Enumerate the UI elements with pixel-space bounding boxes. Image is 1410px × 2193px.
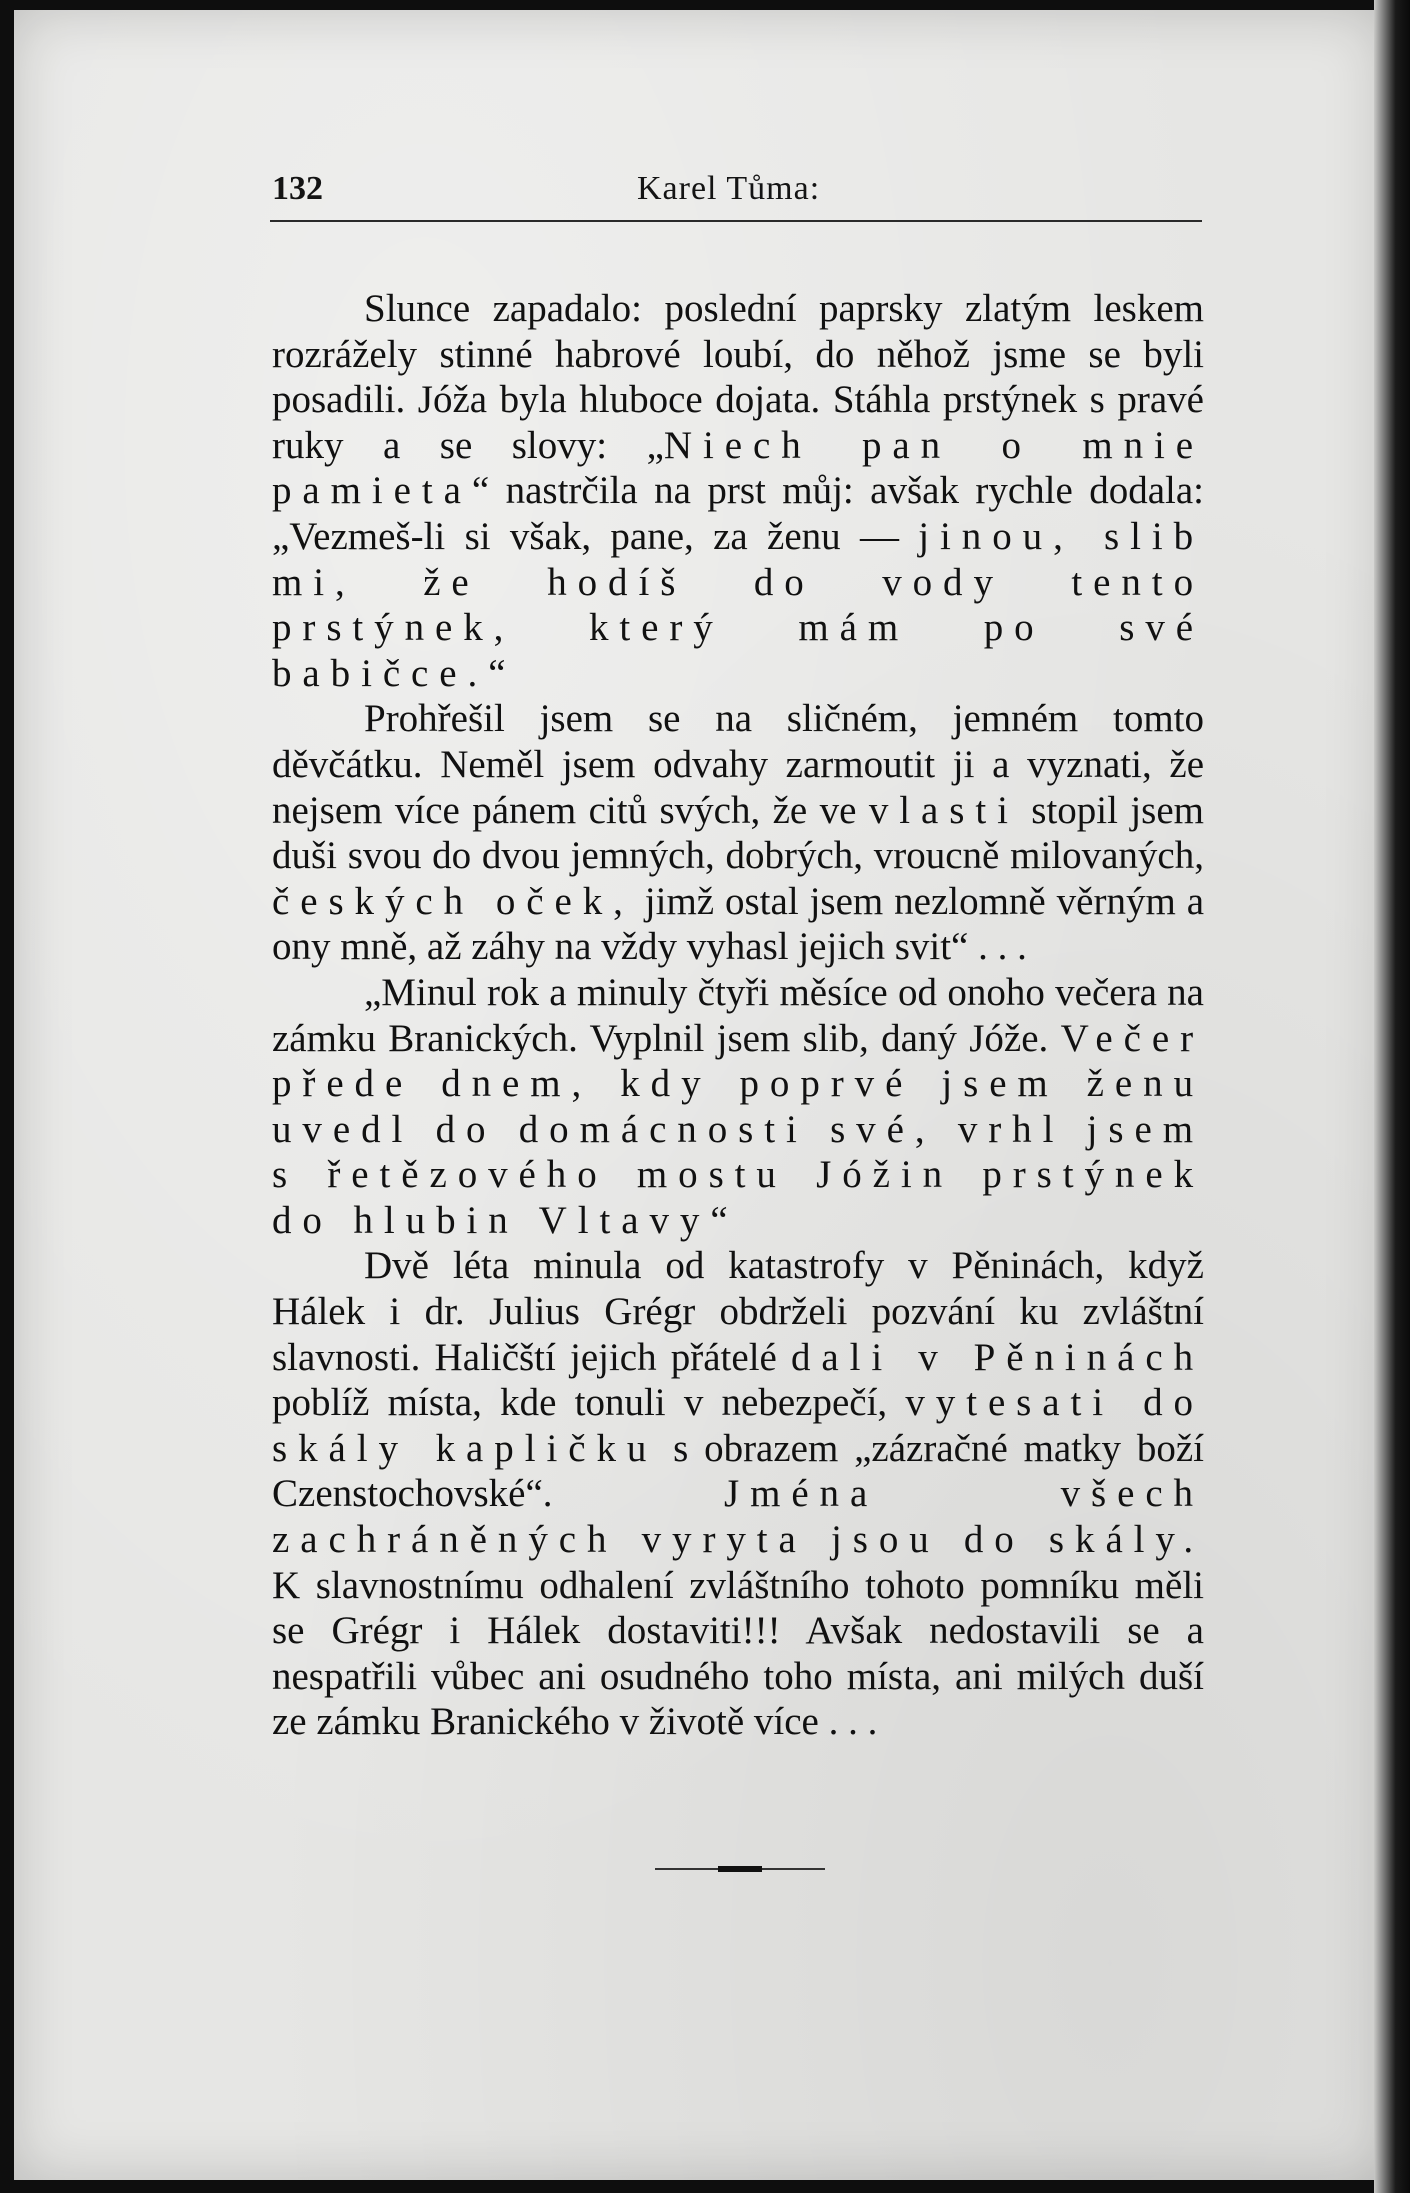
emphasized-text: českých oček, (272, 879, 634, 923)
text-segment: „Minul rok a minuly čtyři měsíce od onoho večera na zámku Branických. Vyplnil jsem slib, daný Jóže. (272, 970, 1204, 1060)
running-title: Karel Tůma: (637, 170, 821, 207)
emphasized-text: dali v Pěninách (790, 1335, 1204, 1379)
emphasized-text: vytesati do skály kapličku (272, 1381, 1204, 1470)
text-segment: Dvě léta minula od katastrofy v Pěninách, když Hálek i dr. Julius Grégr obdrželi pozvání ku zvláštní slavnosti. Haličští jejich přátelé (272, 1244, 1204, 1379)
text-segment: Prohřešil jsem se na sličném, jemném tomto děvčátku. Neměl jsem odvahy zarmoutit ji a vyznati, že nejsem více pánem citů svých, že ve (272, 697, 1204, 832)
text-segment: K slavnostnímu odhalení zvláštního tohoto pomníku měli se Grégr i Hálek dostaviti!!! Avšak nedostavili se a nespatřili vůbec ani osudného toho místa, ani milých duší ze zámku Branického v životě více . . . (272, 1563, 1204, 1744)
emphasized-text: Večer přede dnem, kdy poprvé jsem ženu uvedl do domácnosti své, vrhl jsem s řetězového mostu Jóžin prstýnek do hlubin Vltavy (272, 1016, 1204, 1242)
emphasized-text: vlasti (868, 788, 1019, 832)
end-ornament-rule (655, 1865, 825, 1873)
paragraph (272, 286, 1204, 696)
text-segment: s obrazem „zázračné matky boží Czenstochovské“. (272, 1426, 1204, 1516)
text-segment: Slunce zapadalo: poslední paprsky zlatým leskem rozrážely stinné habrové loubí, do něhož jsme se byli posadili. Jóža byla hluboce dojata. Stáhla prstýnek s pravé ruky a se slovy: „ (272, 287, 1204, 467)
text-segment: “ nastrčila na prst můj: avšak rychle dodala: „Vezmeš-li si však, pane, za ženu — (272, 469, 1204, 558)
emphasized-text: Jména všech zachráněných vyryta jsou do skály. (272, 1472, 1204, 1562)
paragraph (272, 1243, 1204, 1745)
body-text (272, 286, 1204, 1745)
paragraph (272, 970, 1204, 1244)
text-segment: “ (488, 651, 506, 695)
header-rule (270, 220, 1202, 222)
paragraph (272, 696, 1204, 970)
text-segment: poblíž místa, kde tonuli v nebezpečí, (272, 1381, 906, 1425)
page-binding-edge (1374, 0, 1410, 2193)
text-segment: jimž ostal jsem nezlomně věrným a ony mně, až záhy na vždy vyhasl jejich svit“ . . . (272, 879, 1205, 969)
page-header (272, 170, 1204, 220)
emphasized-text: jinou, slib mi, že hodíš do vody tento prstýnek, který mám po své babičce. (272, 514, 1204, 695)
text-segment: “ (710, 1198, 728, 1242)
page-number: 132 (272, 170, 323, 207)
emphasized-text: Niech pan o mnie pamieta (272, 423, 1204, 513)
text-segment: stopil jsem duši svou do dvou jemných, dobrých, vroucně milovaných, (272, 788, 1205, 878)
end-rule-center-bar (718, 1866, 762, 1872)
